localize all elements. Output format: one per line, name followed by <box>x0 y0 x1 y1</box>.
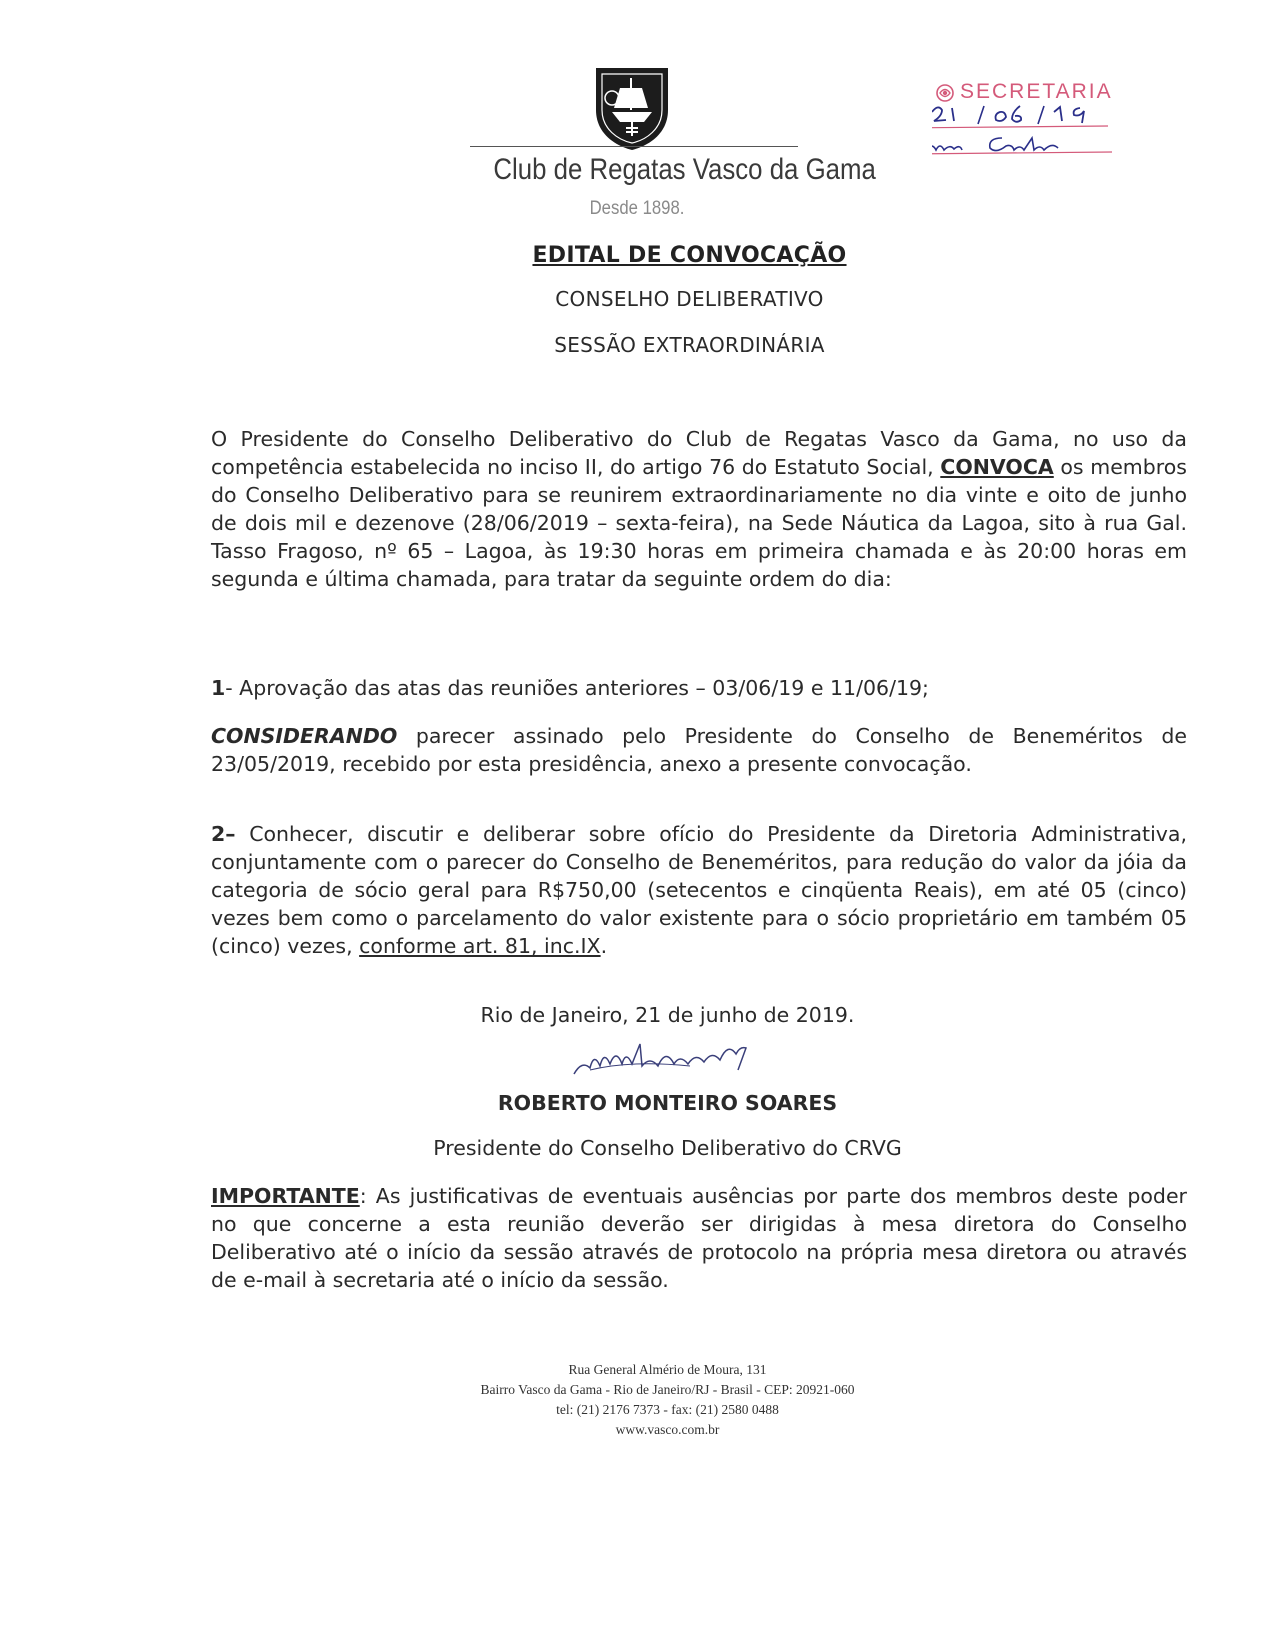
footer-district: Bairro Vasco da Gama - Rio de Janeiro/RJ - Brasil - CEP: 20921-060 <box>480 1382 855 1397</box>
agenda-item-1-number: 1 <box>211 676 226 700</box>
stamp-rose-icon <box>934 82 956 104</box>
agenda-item-1-text: - Aprovação das atas das reuniões anteriores – 03/06/19 e 11/06/19; <box>225 676 929 700</box>
intro-paragraph <box>211 425 1187 593</box>
intro-text-end: os membros do Conselho Deliberativo para se reunirem extraordinariamente no dia vinte e oito de junho de dois mil e dezenove (28/06/2019 – sexta-feira), na Sede Náutica da Lagoa, sito à rua Gal. Tasso Fragoso, nº 65 – Lagoa, às 19:30 horas em primeira chamada e às 20:00 horas em segunda e última chamada, para tratar da seguinte ordem do dia: <box>211 455 1187 591</box>
intro-text-start: O Presidente do Conselho Deliberativo do Club de Regatas Vasco da Gama, no uso da competência estabelecida no inciso II, do artigo 76 do Estatuto Social, <box>211 427 1187 479</box>
agenda-item-2-end: . <box>600 934 608 958</box>
document-subtitle-council: CONSELHO DELIBERATIVO <box>555 287 824 311</box>
document-subtitle-session: SESSÃO EXTRAORDINÁRIA <box>554 333 825 357</box>
club-name: Club de Regatas Vasco da Gama <box>493 153 876 186</box>
footer-phones: tel: (21) 2176 7373 - fax: (21) 2580 0488 <box>556 1402 779 1417</box>
footer-address: Rua General Almério de Moura, 131 <box>568 1362 767 1377</box>
signer-role: Presidente do Conselho Deliberativo do CRVG <box>433 1136 902 1160</box>
agenda-item-2-number: 2– <box>211 822 236 846</box>
signer-name: ROBERTO MONTEIRO SOARES <box>497 1091 838 1115</box>
important-notice-text: : As justificativas de eventuais ausências por parte dos membros deste poder no que concerne a esta reunião deverão ser dirigidas à mesa diretora do Conselho Deliberativo até o início da sessão através de protocolo na própria mesa diretora ou através de e-mail à secretaria até o início da sessão. <box>211 1184 1187 1292</box>
club-crest-logo <box>590 64 674 152</box>
convoca-keyword: CONVOCA <box>940 455 1054 479</box>
stamp-handwritten-date <box>932 104 1162 172</box>
considerando-keyword: CONSIDERANDO <box>211 724 398 748</box>
club-since: Desde 1898. <box>589 198 685 219</box>
important-notice <box>211 1182 1187 1294</box>
agenda-item-2 <box>211 820 1187 960</box>
secretaria-stamp <box>932 80 1162 172</box>
footer-website: www.vasco.com.br <box>615 1422 720 1437</box>
document-title: EDITAL DE CONVOCAÇÃO <box>532 243 847 268</box>
considering-paragraph <box>211 722 1187 778</box>
considering-text: parecer assinado pelo Presidente do Conselho de Beneméritos de 23/05/2019, recebido por esta presidência, anexo a presente convocação. <box>211 724 1187 776</box>
agenda-item-2-text: Conhecer, discutir e deliberar sobre ofício do Presidente da Diretoria Administrativa, conjuntamente com o parecer do Conselho de Beneméritos, para redução do valor da jóia da categoria de sócio geral para R$750,00 (setecentos e cinqüenta Reais), em até 05 (cinco) vezes bem como o parcelamento do valor existente para o sócio proprietário em também 05 (cinco) vezes, <box>211 822 1187 958</box>
stamp-label: SECRETARIA <box>960 80 1113 103</box>
place-and-date: Rio de Janeiro, 21 de junho de 2019. <box>480 1003 855 1027</box>
header-divider <box>470 146 798 147</box>
article-reference: conforme art. 81, inc.IX <box>359 934 601 958</box>
importante-keyword: IMPORTANTE <box>211 1184 360 1208</box>
agenda-item-1 <box>211 674 1187 702</box>
president-signature <box>570 1030 770 1086</box>
